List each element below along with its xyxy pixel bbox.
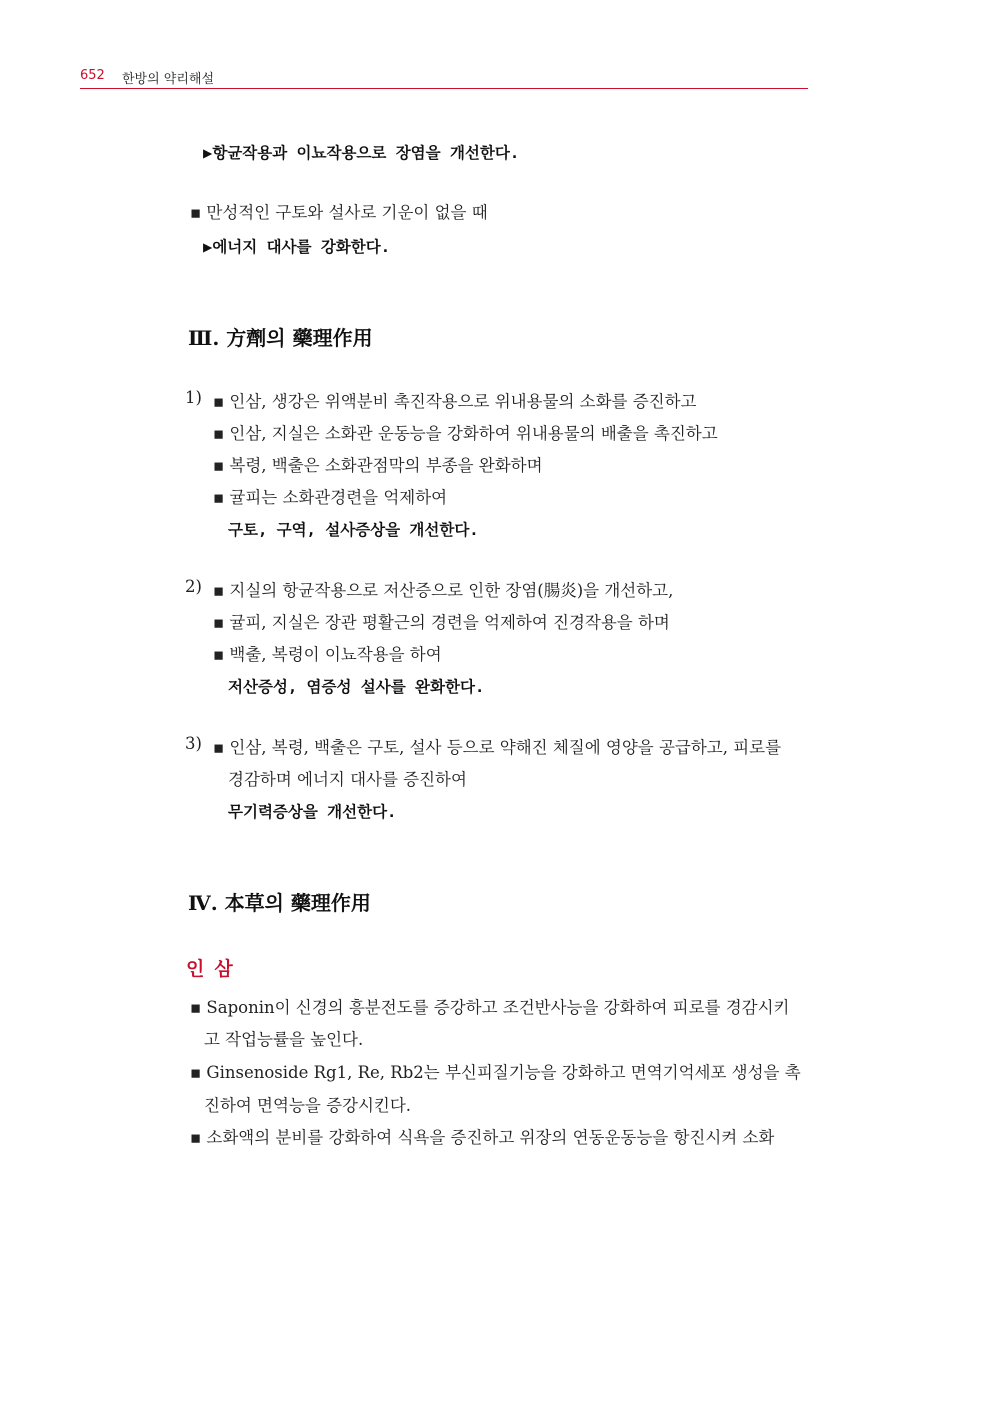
group-2-item: ▪ 지실의 항균작용으로 저산증으로 인한 장염(腸炎)을 개선하고, bbox=[213, 581, 674, 600]
group-3-item: 경감하며 에너지 대사를 증진하여 bbox=[228, 770, 467, 789]
group-3-number: 3) bbox=[185, 734, 202, 753]
group-1-number: 1) bbox=[185, 388, 202, 407]
group-1-item: ▪ 귤피는 소화관경련을 억제하여 bbox=[213, 488, 448, 507]
herb-line: ▪ Saponin이 신경의 흥분전도를 증강하고 조건반사능을 강화하여 피로를 경감시키 bbox=[190, 998, 790, 1017]
group-1-item: ▪ 복령, 백출은 소화관점막의 부종을 완화하며 bbox=[213, 456, 543, 475]
group-1-conclusion: 구토, 구역, 설사증상을 개선한다. bbox=[228, 521, 479, 539]
running-title: 한방의 약리해설 bbox=[122, 72, 215, 87]
group-2-number: 2) bbox=[185, 577, 202, 596]
herb-line: ▪ Ginsenoside Rg1, Re, Rb2는 부신피질기능을 강화하고 면역기억세포 생성을 촉 bbox=[190, 1063, 801, 1082]
group-3-conclusion: 무기력증상을 개선한다. bbox=[228, 803, 397, 821]
herb-line: 진하여 면역능을 증강시킨다. bbox=[204, 1096, 412, 1115]
group-2-item: ▪ 백출, 복령이 이뇨작용을 하여 bbox=[213, 645, 442, 664]
page-number: 652 bbox=[80, 68, 105, 83]
group-1-item: ▪ 인삼, 지실은 소화관 운동능을 강화하여 위내용물의 배출을 촉진하고 bbox=[213, 424, 718, 443]
herb-heading: 인삼 bbox=[186, 958, 243, 980]
section-4-title: Ⅳ. 本草의 藥理作用 bbox=[188, 891, 371, 915]
herb-line: 고 작업능률을 높인다. bbox=[204, 1030, 364, 1049]
section-3-title: Ⅲ. 方劑의 藥理作用 bbox=[188, 326, 373, 350]
top-conclusion-2: ▶에너지 대사를 강화한다. bbox=[203, 238, 391, 256]
group-1-item: ▪ 인삼, 생강은 위액분비 촉진작용으로 위내용물의 소화를 증진하고 bbox=[213, 392, 697, 411]
top-bullet: ▪ 만성적인 구토와 설사로 기운이 없을 때 bbox=[190, 203, 488, 222]
group-3-item: ▪ 인삼, 복령, 백출은 구토, 설사 등으로 약해진 체질에 영양을 공급하고, 피로를 bbox=[213, 738, 782, 757]
herb-line: ▪ 소화액의 분비를 강화하여 식욕을 증진하고 위장의 연동운동능을 항진시켜 소화 bbox=[190, 1128, 775, 1147]
top-conclusion-1: ▶항균작용과 이뇨작용으로 장염을 개선한다. bbox=[203, 144, 520, 162]
group-2-conclusion: 저산증성, 염증성 설사를 완화한다. bbox=[228, 678, 485, 696]
group-2-item: ▪ 귤피, 지실은 장관 평활근의 경련을 억제하여 진경작용을 하며 bbox=[213, 613, 670, 632]
page-header bbox=[80, 64, 808, 89]
